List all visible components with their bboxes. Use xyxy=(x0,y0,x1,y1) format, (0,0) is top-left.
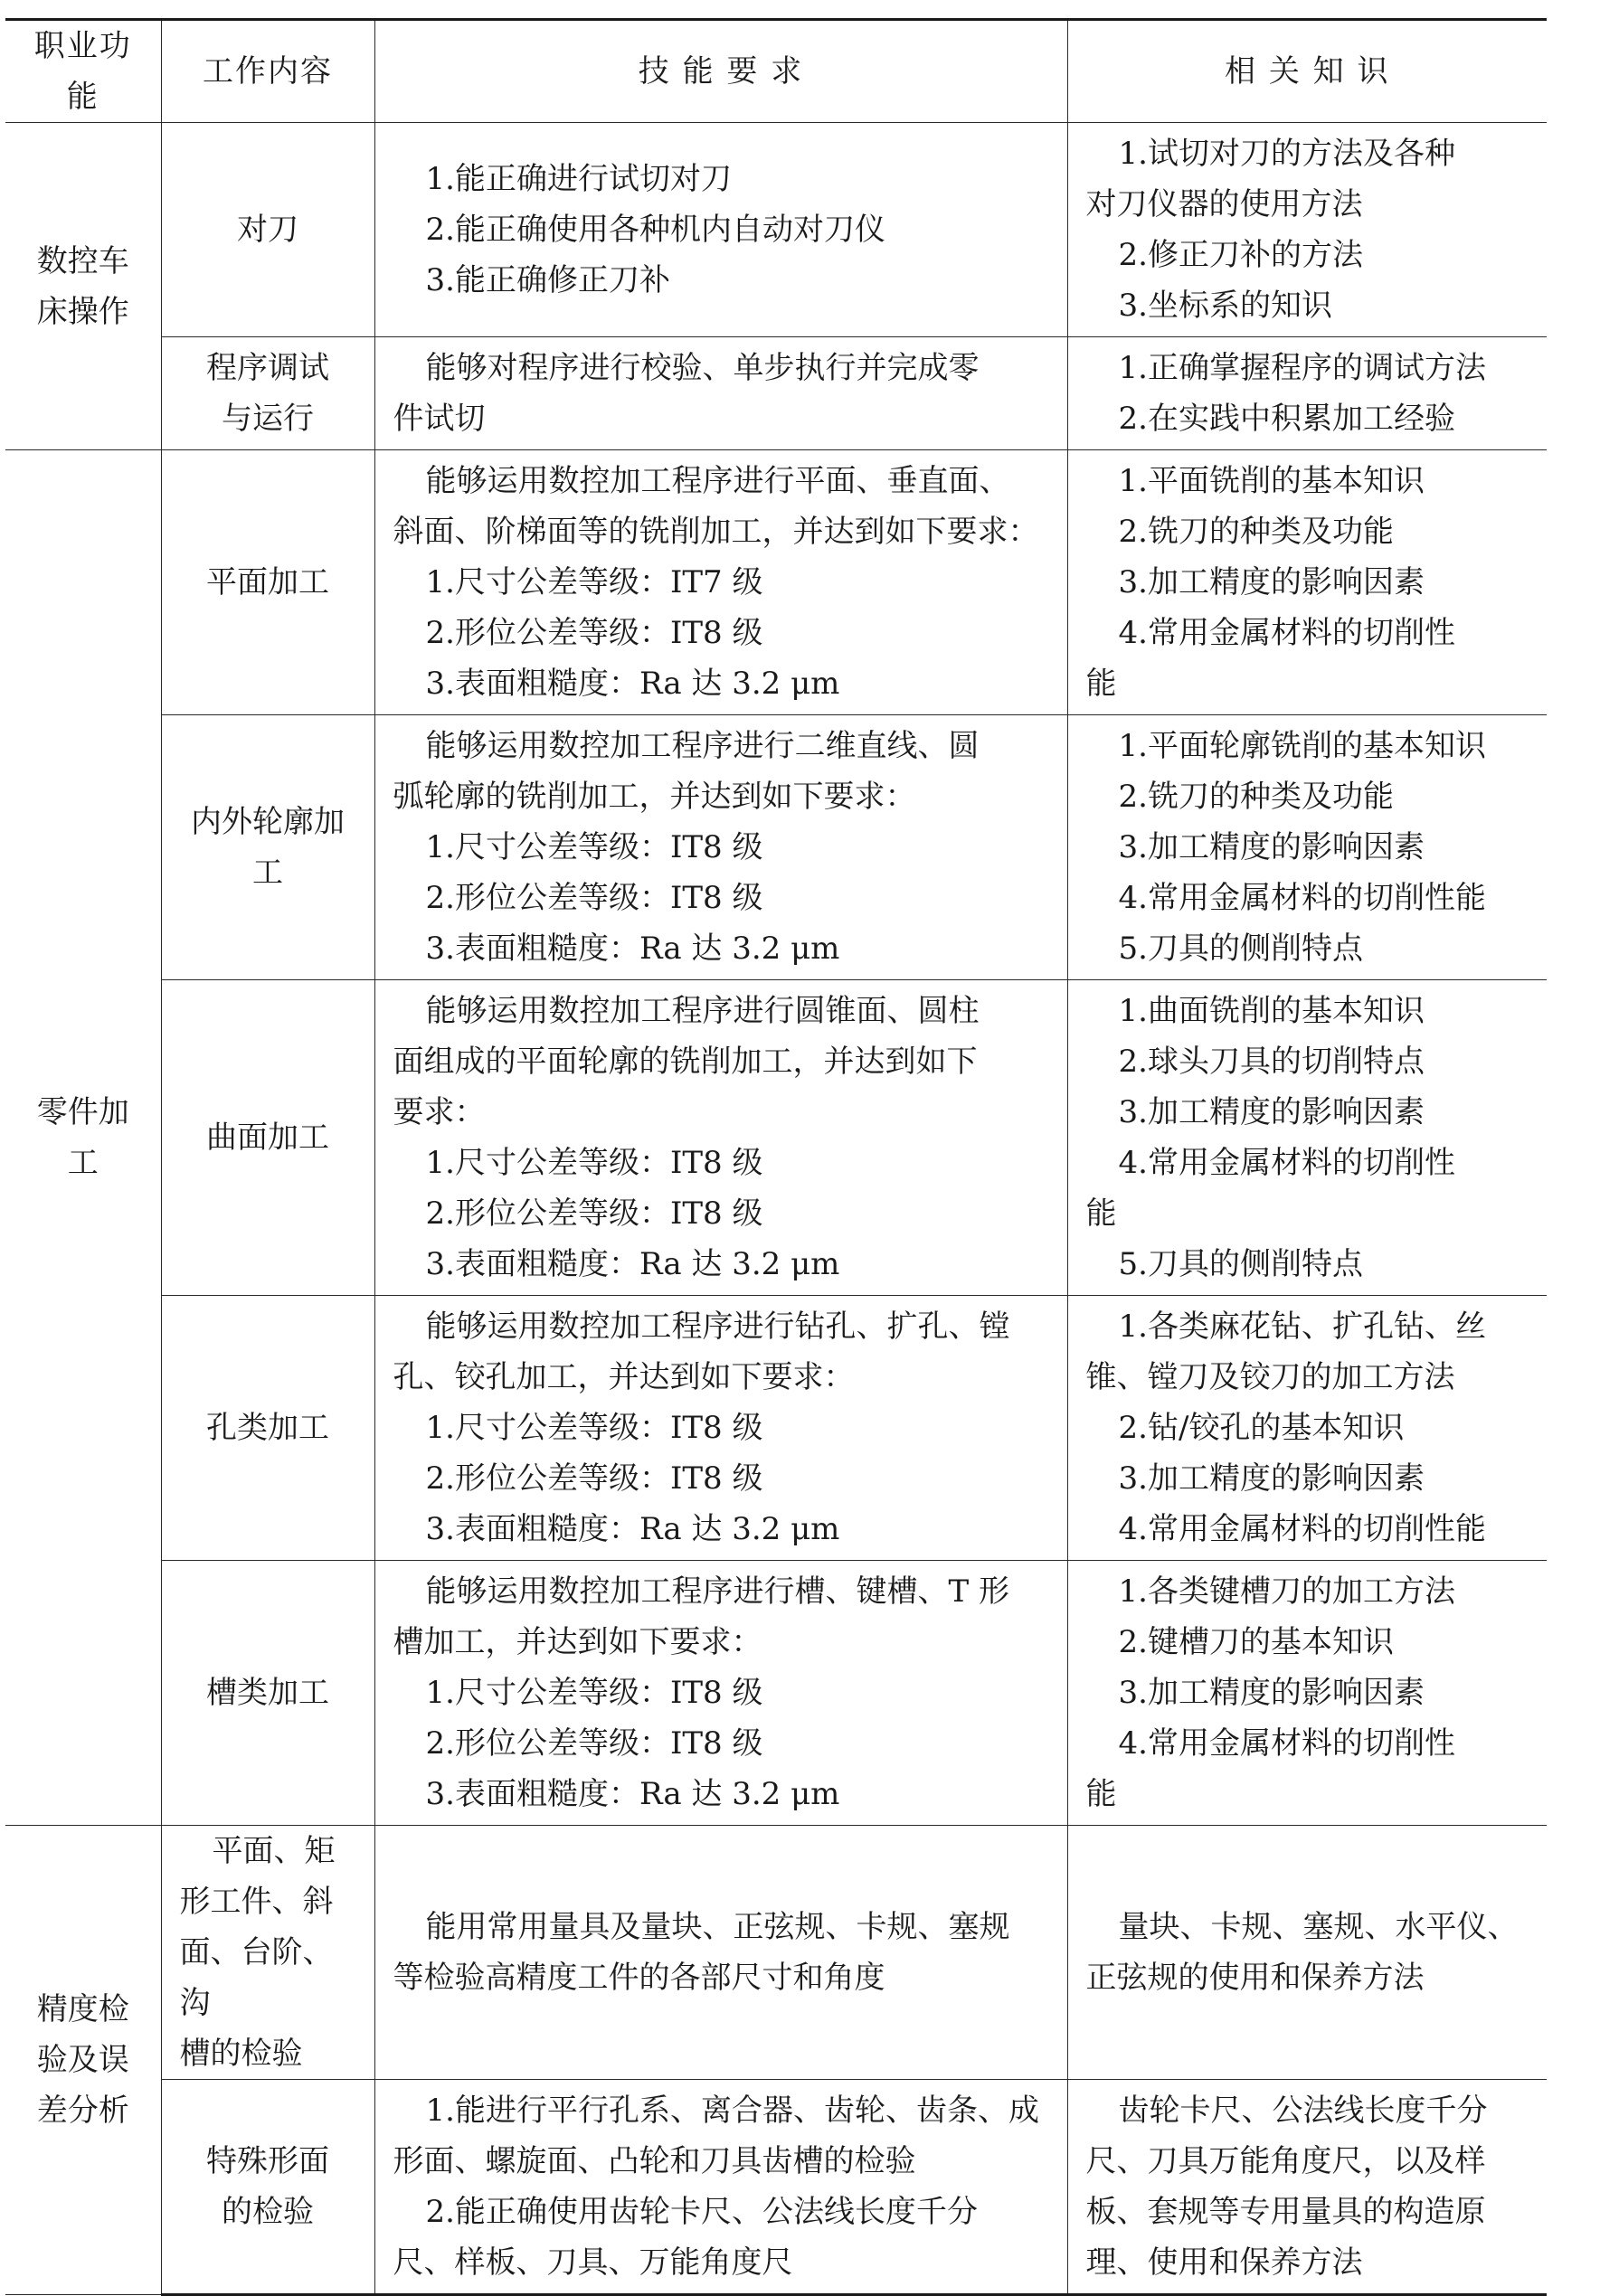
header-row xyxy=(5,20,1547,123)
skill-line: 能够运用数控加工程序进行二维直线、圆 xyxy=(425,728,980,764)
knowledge-line: 4.常用金属材料的切削性能 xyxy=(1118,1511,1486,1547)
skill-line: 1.尺寸公差等级：IT8 级 xyxy=(425,829,763,865)
skill-line: 3.表面粗糙度：Ra 达 3.2 μm xyxy=(425,1246,840,1282)
table-row xyxy=(5,1296,1547,1561)
knowledge-cell xyxy=(1067,980,1547,1296)
knowledge-line: 2.球头刀具的切削特点 xyxy=(1118,1044,1425,1080)
skill-line: 1.能正确进行试切对刀 xyxy=(425,161,732,197)
function-cell xyxy=(5,450,161,1826)
skill-line: 2.形位公差等级：IT8 级 xyxy=(425,615,763,651)
knowledge-line: 正弦规的使用和保养方法 xyxy=(1085,1960,1425,1996)
knowledge-line: 2.键槽刀的基本知识 xyxy=(1118,1624,1394,1660)
skill-line: 3.表面粗糙度：Ra 达 3.2 μm xyxy=(425,931,840,967)
table-header xyxy=(5,20,1547,123)
function-line: 零件加工 xyxy=(36,1094,129,1181)
table-row xyxy=(5,980,1547,1296)
knowledge-cell xyxy=(1067,2080,1547,2295)
knowledge-line: 1.正确掌握程序的调试方法 xyxy=(1118,350,1486,386)
content-line: 对刀 xyxy=(237,212,298,248)
knowledge-line: 2.铣刀的种类及功能 xyxy=(1118,514,1394,550)
knowledge-line: 4.常用金属材料的切削性 xyxy=(1118,1145,1455,1181)
skill-cell xyxy=(374,1561,1067,1826)
knowledge-line: 5.刀具的侧削特点 xyxy=(1118,931,1363,967)
knowledge-line: 1.平面铣削的基本知识 xyxy=(1118,463,1425,499)
knowledge-line: 能 xyxy=(1085,1195,1117,1232)
knowledge-line: 3.坐标系的知识 xyxy=(1118,288,1332,324)
content-line: 平面、矩 xyxy=(212,1833,336,1869)
knowledge-line: 3.加工精度的影响因素 xyxy=(1118,1460,1425,1497)
knowledge-cell xyxy=(1067,450,1547,715)
content-line: 平面加工 xyxy=(206,564,329,600)
header-content: 工作内容 xyxy=(161,20,374,123)
skill-cell xyxy=(374,2080,1067,2295)
knowledge-cell xyxy=(1067,1561,1547,1826)
knowledge-line: 5.刀具的侧削特点 xyxy=(1118,1246,1363,1282)
knowledge-line: 1.平面轮廓铣削的基本知识 xyxy=(1118,728,1486,764)
content-line: 槽的检验 xyxy=(179,2036,303,2072)
skill-line: 1.尺寸公差等级：IT7 级 xyxy=(425,564,763,600)
content-cell xyxy=(161,1826,374,2080)
function-line: 精度检 xyxy=(36,1991,129,2027)
skill-line: 3.表面粗糙度：Ra 达 3.2 μm xyxy=(425,1511,840,1547)
header-skill: 技 能 要 求 xyxy=(374,20,1067,123)
content-cell xyxy=(161,715,374,980)
table-body xyxy=(5,123,1547,2295)
table-row xyxy=(5,123,1547,337)
skill-line: 能够对程序进行校验、单步执行并完成零 xyxy=(425,350,980,386)
knowledge-line: 3.加工精度的影响因素 xyxy=(1118,1094,1425,1130)
skill-cell xyxy=(374,123,1067,337)
content-cell xyxy=(161,450,374,715)
knowledge-line: 齿轮卡尺、公法线长度千分 xyxy=(1118,2093,1488,2129)
skill-line: 1.能进行平行孔系、离合器、齿轮、齿条、成 xyxy=(425,2093,1039,2129)
skill-line: 3.表面粗糙度：Ra 达 3.2 μm xyxy=(425,666,840,702)
function-line: 差分析 xyxy=(36,2093,129,2129)
content-cell xyxy=(161,1296,374,1561)
function-line: 验及误 xyxy=(36,2042,129,2078)
header-function: 职业功能 xyxy=(5,20,161,123)
skill-cell xyxy=(374,1296,1067,1561)
content-line: 槽类加工 xyxy=(206,1675,329,1711)
knowledge-line: 2.在实践中积累加工经验 xyxy=(1118,401,1455,437)
content-line: 的检验 xyxy=(222,2194,314,2230)
skill-line: 弧轮廓的铣削加工，并达到如下要求： xyxy=(393,779,916,815)
knowledge-line: 2.修正刀补的方法 xyxy=(1118,237,1363,273)
skill-line: 形面、螺旋面、凸轮和刀具齿槽的检验 xyxy=(393,2143,916,2179)
skill-line: 2.能正确使用齿轮卡尺、公法线长度千分 xyxy=(425,2194,978,2230)
skill-line: 能够运用数控加工程序进行平面、垂直面、 xyxy=(425,463,1010,499)
content-line: 孔类加工 xyxy=(206,1410,329,1446)
knowledge-line: 板、套规等专用量具的构造原 xyxy=(1085,2194,1486,2230)
table-row xyxy=(5,450,1547,715)
skill-line: 1.尺寸公差等级：IT8 级 xyxy=(425,1410,763,1446)
skill-cell xyxy=(374,1826,1067,2080)
table-row xyxy=(5,2080,1547,2295)
skill-line: 能够运用数控加工程序进行槽、键槽、T 形 xyxy=(425,1573,1009,1610)
knowledge-line: 4.常用金属材料的切削性 xyxy=(1118,1725,1455,1762)
knowledge-line: 能 xyxy=(1085,666,1117,702)
knowledge-cell xyxy=(1067,123,1547,337)
function-line: 床操作 xyxy=(36,293,129,330)
table-row xyxy=(5,337,1547,450)
skill-line: 3.能正确修正刀补 xyxy=(425,262,670,298)
skill-line: 3.表面粗糙度：Ra 达 3.2 μm xyxy=(425,1776,840,1812)
skill-line: 面组成的平面轮廓的铣削加工，并达到如下 xyxy=(393,1044,978,1080)
skill-line: 2.形位公差等级：IT8 级 xyxy=(425,880,763,916)
knowledge-cell xyxy=(1067,1826,1547,2080)
content-cell xyxy=(161,1561,374,1826)
knowledge-line: 4.常用金属材料的切削性 xyxy=(1118,615,1455,651)
skill-line: 槽加工，并达到如下要求： xyxy=(393,1624,762,1660)
skill-line: 件试切 xyxy=(393,401,486,437)
content-line: 面、台阶、沟 xyxy=(179,1934,334,2021)
content-cell xyxy=(161,2080,374,2295)
skill-line: 孔、铰孔加工，并达到如下要求： xyxy=(393,1359,855,1395)
skill-line: 2.能正确使用各种机内自动对刀仪 xyxy=(425,212,885,248)
skill-line: 等检验高精度工件的各部尺寸和角度 xyxy=(393,1960,885,1996)
skill-line: 尺、样板、刀具、万能角度尺 xyxy=(393,2244,793,2281)
knowledge-line: 1.试切对刀的方法及各种 xyxy=(1118,136,1455,172)
skill-line: 要求： xyxy=(393,1094,486,1130)
skill-line: 能够运用数控加工程序进行钻孔、扩孔、镗 xyxy=(425,1309,1010,1345)
skill-line: 1.尺寸公差等级：IT8 级 xyxy=(425,1145,763,1181)
knowledge-cell xyxy=(1067,1296,1547,1561)
knowledge-line: 对刀仪器的使用方法 xyxy=(1085,186,1363,222)
function-cell xyxy=(5,123,161,450)
function-line: 数控车 xyxy=(36,242,129,279)
skill-line: 能用常用量具及量块、正弦规、卡规、塞规 xyxy=(425,1909,1010,1945)
content-line: 程序调试 xyxy=(206,350,329,386)
knowledge-line: 2.铣刀的种类及功能 xyxy=(1118,779,1394,815)
knowledge-line: 3.加工精度的影响因素 xyxy=(1118,1675,1425,1711)
content-cell xyxy=(161,123,374,337)
knowledge-cell xyxy=(1067,337,1547,450)
content-cell xyxy=(161,980,374,1296)
table-row xyxy=(5,715,1547,980)
skill-cell xyxy=(374,450,1067,715)
content-cell xyxy=(161,337,374,450)
knowledge-line: 3.加工精度的影响因素 xyxy=(1118,829,1425,865)
knowledge-line: 2.钻/铰孔的基本知识 xyxy=(1118,1410,1405,1446)
knowledge-line: 1.曲面铣削的基本知识 xyxy=(1118,993,1425,1029)
knowledge-line: 量块、卡规、塞规、水平仪、 xyxy=(1118,1909,1519,1945)
content-line: 曲面加工 xyxy=(206,1120,329,1156)
skill-cell xyxy=(374,715,1067,980)
content-line: 内外轮廓加工 xyxy=(191,804,345,891)
skill-line: 能够运用数控加工程序进行圆锥面、圆柱 xyxy=(425,993,980,1029)
table-row xyxy=(5,1561,1547,1826)
knowledge-cell xyxy=(1067,715,1547,980)
skill-line: 2.形位公差等级：IT8 级 xyxy=(425,1460,763,1497)
knowledge-line: 3.加工精度的影响因素 xyxy=(1118,564,1425,600)
header-knowledge: 相 关 知 识 xyxy=(1067,20,1547,123)
content-line: 形工件、斜 xyxy=(179,1884,334,1920)
content-line: 特殊形面 xyxy=(206,2143,329,2179)
skill-line: 2.形位公差等级：IT8 级 xyxy=(425,1195,763,1232)
skills-table xyxy=(5,18,1547,2296)
knowledge-line: 锥、镗刀及铰刀的加工方法 xyxy=(1085,1359,1455,1395)
function-cell xyxy=(5,1826,161,2295)
skill-cell xyxy=(374,337,1067,450)
knowledge-line: 理、使用和保养方法 xyxy=(1085,2244,1363,2281)
skill-cell xyxy=(374,980,1067,1296)
table-row xyxy=(5,1826,1547,2080)
knowledge-line: 4.常用金属材料的切削性能 xyxy=(1118,880,1486,916)
knowledge-line: 能 xyxy=(1085,1776,1117,1812)
knowledge-line: 1.各类键槽刀的加工方法 xyxy=(1118,1573,1455,1610)
skill-line: 2.形位公差等级：IT8 级 xyxy=(425,1725,763,1762)
knowledge-line: 1.各类麻花钻、扩孔钻、丝 xyxy=(1118,1309,1486,1345)
skill-line: 1.尺寸公差等级：IT8 级 xyxy=(425,1675,763,1711)
skill-line: 斜面、阶梯面等的铣削加工，并达到如下要求： xyxy=(393,514,1039,550)
content-line: 与运行 xyxy=(222,401,314,437)
knowledge-line: 尺、刀具万能角度尺，以及样 xyxy=(1085,2143,1486,2179)
